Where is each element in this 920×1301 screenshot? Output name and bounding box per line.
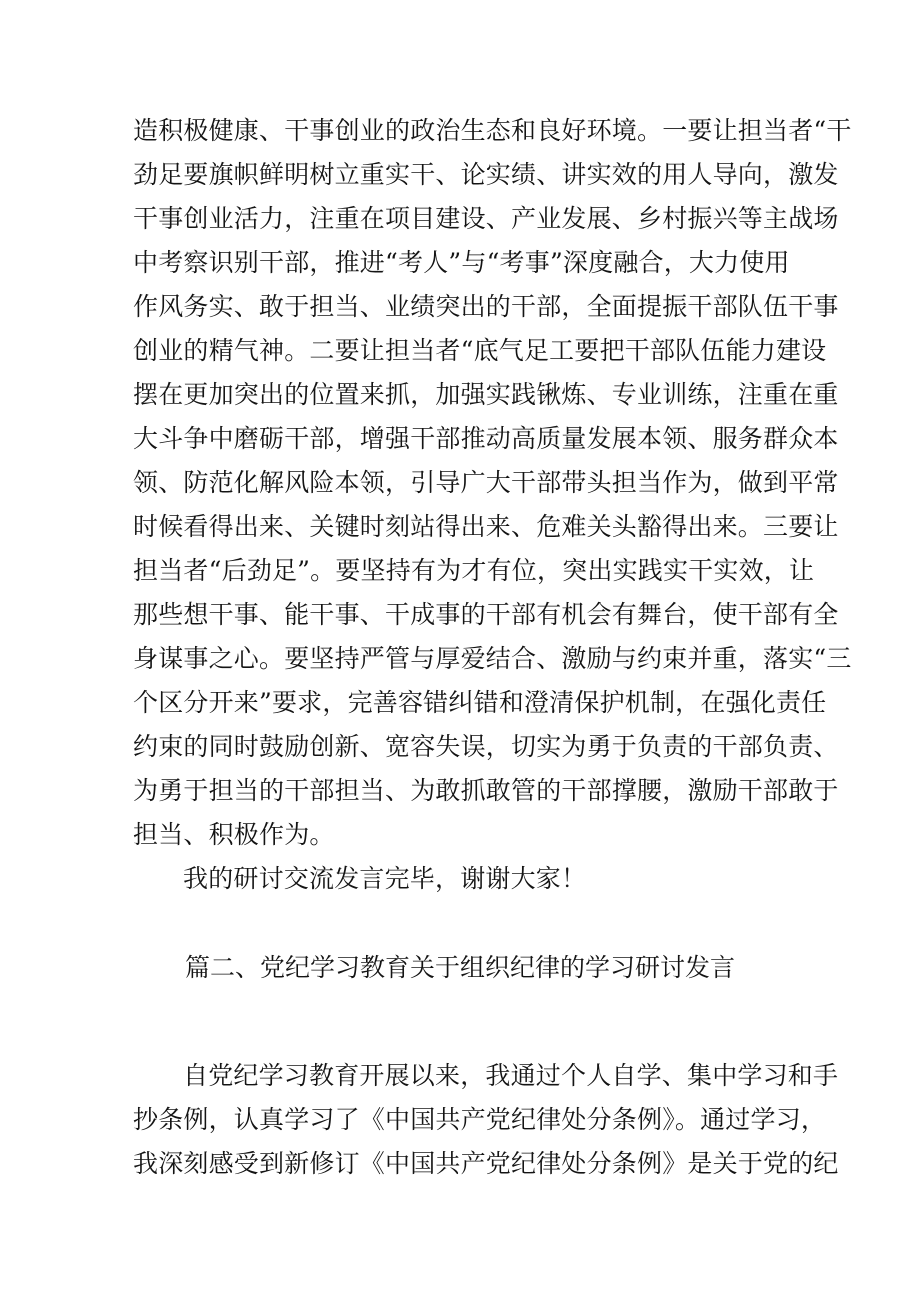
- paragraph-line: 担当、积极作为。: [133, 820, 335, 849]
- paragraph-line: 大斗争中磨砺干部，增强干部推动高质量发展本领、服务群众本: [133, 424, 839, 453]
- paragraph-line: 领、防范化解风险本领，引导广大干部带头担当作为，做到平常: [133, 468, 839, 497]
- paragraph-line: 约束的同时鼓励创新、宽容失误，切实为勇于负责的干部负责、: [133, 732, 839, 761]
- paragraph-line: 抄条例，认真学习了《中国共产党纪律处分条例》。通过学习，: [133, 1105, 827, 1134]
- paragraph-line: 摆在更加突出的位置来抓，加强实践锹炼、专业训练，注重在重: [133, 380, 839, 409]
- paragraph-line: 自党纪学习教育开展以来，我通过个人自学、集中学习和手: [183, 1061, 839, 1090]
- paragraph-line: 担当者“后劲足”。要坚持有为才有位，突出实践实干实效，让: [133, 556, 815, 585]
- paragraph-line: 造积极健康、干事创业的政治生态和良好环境。一要让担当者“干: [133, 116, 852, 145]
- paragraph-line: 为勇于担当的干部担当、为敢抓敢管的干部撑腰，激励干部敢于: [133, 776, 839, 805]
- closing-remark: 我的研讨交流发言完毕，谢谢大家！: [183, 864, 587, 893]
- section-heading: 篇二、党纪学习教育关于组织纪律的学习研讨发言: [184, 953, 735, 982]
- paragraph-line: 中考察识别干部，推进“考人”与“考事”深度融合，大力使用: [133, 248, 790, 277]
- paragraph-line: 个区分开来”要求，完善容错纠错和澄清保护机制，在强化责任: [133, 688, 827, 717]
- paragraph-line: 劲足要旗帜鲜明树立重实干、论实绩、讲实效的用人导向，激发: [133, 160, 839, 189]
- paragraph-line: 干事创业活力，注重在项目建设、产业发展、乡村振兴等主战场: [133, 204, 839, 233]
- paragraph-line: 那些想干事、能干事、干成事的干部有机会有舞台，使干部有全: [133, 600, 839, 629]
- paragraph-line: 作风务实、敢于担当、业绩突出的干部，全面提振干部队伍干事: [133, 292, 839, 321]
- paragraph-line: 身谋事之心。要坚持严管与厚爱结合、激励与约束并重，落实“三: [133, 644, 852, 673]
- paragraph-line: 创业的精气神。二要让担当者“底气足工要把干部队伍能力建设: [133, 336, 827, 365]
- paragraph-line: 时候看得出来、关键时刻站得出来、危难关头豁得出来。三要让: [133, 512, 839, 541]
- paragraph-line: 我深刻感受到新修订《中国共产党纪律处分条例》是关于党的纪: [133, 1149, 839, 1178]
